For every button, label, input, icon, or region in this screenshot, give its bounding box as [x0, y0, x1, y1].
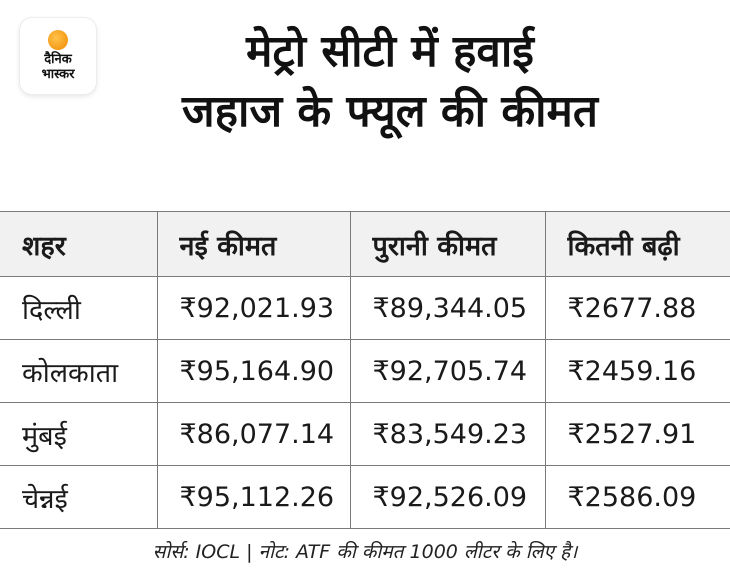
title-line1: मेट्रो सीटी में हवाई: [246, 26, 534, 77]
table-row: [0, 403, 730, 466]
table-row: [0, 277, 730, 340]
new-price-cell: ₹92,021.93: [157, 277, 350, 340]
new-price-cell: ₹95,164.90: [157, 340, 350, 403]
old-price-cell: ₹89,344.05: [350, 277, 545, 340]
table-header-row: [0, 212, 730, 277]
header-increase: कितनी बढ़ी: [545, 212, 730, 277]
header-old-price: पुरानी कीमत: [350, 212, 545, 277]
old-price-cell: ₹83,549.23: [350, 403, 545, 466]
old-price-cell: ₹92,526.09: [350, 466, 545, 529]
source-note: सोर्स: IOCL | नोट: ATF की कीमत 1000 लीटर के लिए है।: [152, 541, 578, 563]
increase-cell: ₹2677.88: [545, 277, 730, 340]
old-price-cell: ₹92,705.74: [350, 340, 545, 403]
city-cell: कोलकाता: [0, 340, 157, 403]
table-row: [0, 340, 730, 403]
logo-text-line1: दैनिक: [44, 52, 72, 67]
new-price-cell: ₹86,077.14: [157, 403, 350, 466]
city-cell: चेन्नई: [0, 466, 157, 529]
page-title: [110, 22, 670, 142]
city-cell: मुंबई: [0, 403, 157, 466]
new-price-cell: ₹95,112.26: [157, 466, 350, 529]
increase-cell: ₹2527.91: [545, 403, 730, 466]
logo-text-line2: भास्कर: [41, 67, 75, 82]
header-new-price: नई कीमत: [157, 212, 350, 277]
dainik-bhaskar-logo: [20, 18, 96, 94]
increase-cell: ₹2459.16: [545, 340, 730, 403]
header-city: शहर: [0, 212, 157, 277]
fuel-price-table: [0, 211, 730, 529]
increase-cell: ₹2586.09: [545, 466, 730, 529]
table-row: [0, 466, 730, 529]
title-line2: जहाज के फ्यूल की कीमत: [182, 86, 598, 137]
sun-icon: [48, 30, 68, 50]
city-cell: दिल्ली: [0, 277, 157, 340]
